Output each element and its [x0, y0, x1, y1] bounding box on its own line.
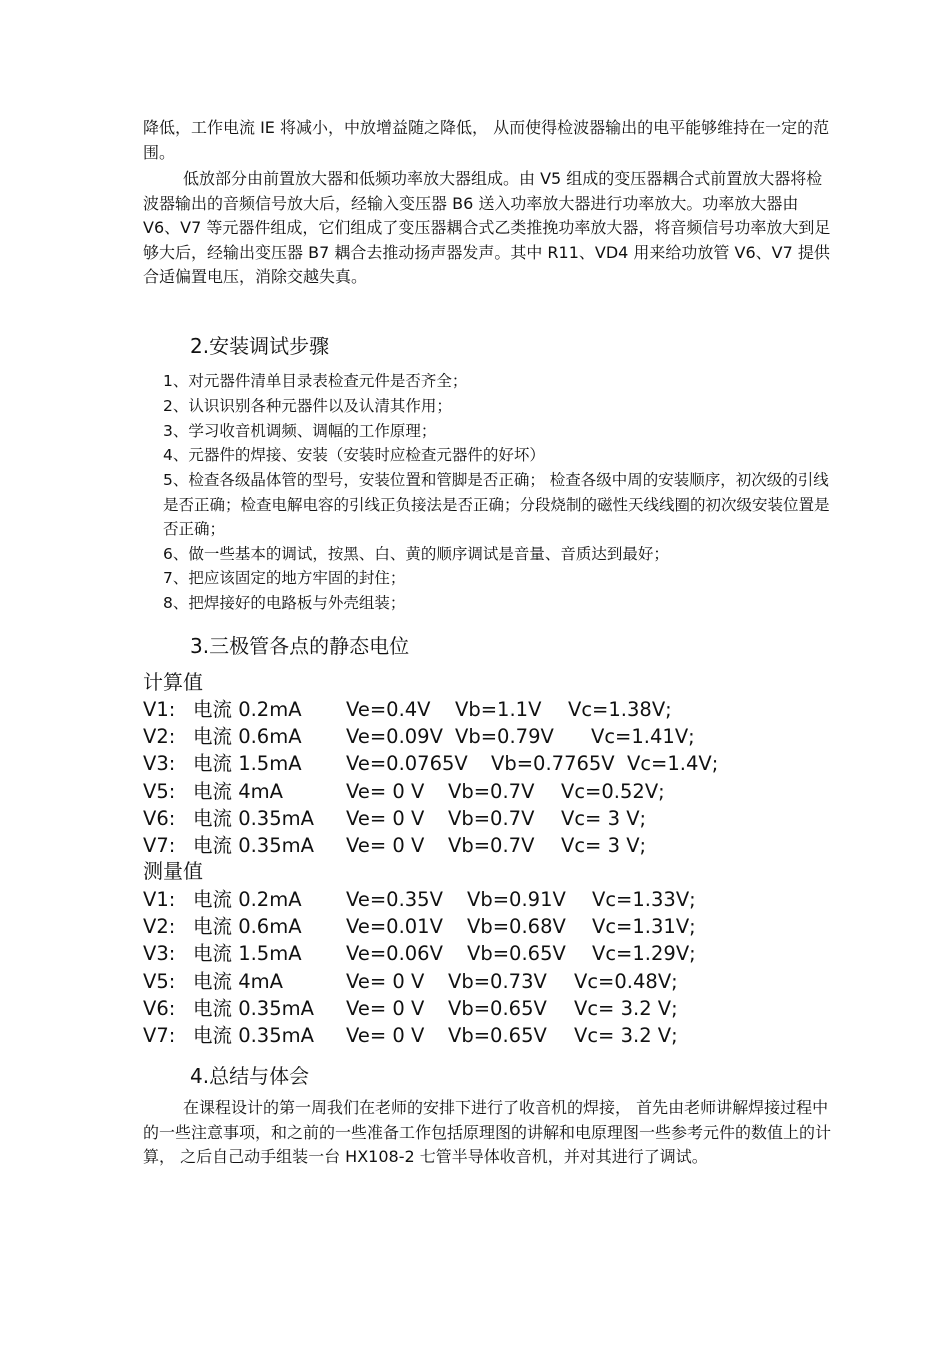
- vb-value: Vb=1.1V: [455, 698, 542, 721]
- ve-value: Ve= 0 V: [346, 806, 425, 830]
- vc-value: Vc= 3 V;: [561, 806, 647, 830]
- transistor-id: V3:: [143, 752, 176, 776]
- vc-value: Vc= 3.2 V;: [574, 1023, 678, 1047]
- intro-paragraph-2-text: 低放部分由前置放大器和低频功率放大器组成。由 V5 组成的变压器耦合式前置放大器将检波器输出的音频信号放大后，经输入变压器 B6 送入功率放大器进行功率放大。功率放大器由 V6、V7 等元器件组成，它们组成了变压器耦合式乙类推挽功率放大器，将音频信号功率放大到足够大后，经输出变压器 B7 耦合去推动扬声器发声。其中 R11、VD4 用来给功放管 V6、V7 提供合适偏置电压，消除交越失真。: [143, 169, 831, 287]
- vb-value: Vb=0.73V: [448, 969, 547, 993]
- step-item: 6、做一些基本的调试，按黑、白、黄的顺序调试是音量、音质达到最好；: [163, 544, 669, 563]
- current-value: 电流 0.2mA: [193, 698, 302, 721]
- vc-value: Vc=1.31V;: [592, 915, 696, 939]
- ve-value: Ve= 0 V: [346, 996, 425, 1020]
- current-value: 电流 1.5mA: [193, 752, 302, 776]
- ve-value: Ve=0.35V: [346, 888, 443, 911]
- transistor-id: V1:: [143, 888, 176, 911]
- step-item: 5、检查各级晶体管的型号，安装位置和管脚是否正确； 检查各级中周的安装顺序，初次级的引线是否正确；检查电解电容的引线正负接法是否正确；分段烧制的磁性天线线圈的初次级安装位置是否正确；: [163, 471, 830, 539]
- vb-value: Vb=0.65V: [448, 1023, 547, 1047]
- ve-value: Ve=0.09V: [346, 725, 443, 749]
- section-3-title: 3.三极管各点的静态电位: [190, 634, 410, 658]
- vb-value: Vb=0.68V: [467, 915, 566, 939]
- transistor-id: V1:: [143, 698, 176, 721]
- current-value: 电流 1.5mA: [193, 942, 302, 966]
- current-value: 电流 0.6mA: [193, 725, 302, 749]
- vb-value: Vb=0.7765V: [491, 752, 615, 776]
- measured-label: 测量值: [143, 859, 203, 883]
- vc-value: Vc=0.48V;: [574, 969, 678, 993]
- ve-value: Ve=0.0765V: [346, 752, 468, 776]
- current-value: 电流 0.35mA: [193, 806, 314, 830]
- current-value: 电流 0.2mA: [193, 888, 302, 911]
- intro-paragraph-1: 降低，工作电流 IE 将减小，中放增益随之降低， 从而使得检波器输出的电平能够维持在一定的范围。: [143, 118, 830, 162]
- section-4-title: 4.总结与体会: [190, 1064, 310, 1088]
- ve-value: Ve=0.06V: [346, 942, 443, 966]
- ve-value: Ve= 0 V: [346, 1023, 425, 1047]
- vb-value: Vb=0.91V: [467, 888, 566, 911]
- vb-value: Vb=0.79V: [455, 725, 554, 749]
- vc-value: Vc=1.29V;: [592, 942, 696, 966]
- vb-value: Vb=0.7V: [448, 806, 535, 830]
- vc-value: Vc=1.33V;: [592, 888, 696, 911]
- transistor-id: V2:: [143, 725, 176, 749]
- current-value: 电流 0.35mA: [193, 1023, 314, 1047]
- vc-value: Vc=1.41V;: [591, 725, 695, 749]
- ve-value: Ve= 0 V: [346, 779, 425, 803]
- calculated-label: 计算值: [143, 670, 203, 694]
- vc-value: Vc= 3.2 V;: [574, 996, 678, 1020]
- transistor-id: V7:: [143, 1023, 176, 1047]
- transistor-id: V7:: [143, 833, 176, 857]
- current-value: 电流 0.35mA: [193, 996, 314, 1020]
- transistor-id: V3:: [143, 942, 176, 966]
- ve-value: Ve= 0 V: [346, 969, 425, 993]
- transistor-id: V5:: [143, 969, 176, 993]
- current-value: 电流 0.35mA: [193, 833, 314, 857]
- step-item: 3、学习收音机调频、调幅的工作原理；: [163, 421, 437, 440]
- ve-value: Ve=0.01V: [346, 915, 443, 939]
- vc-value: Vc= 3 V;: [561, 833, 647, 857]
- transistor-id: V2:: [143, 915, 176, 939]
- current-value: 电流 4mA: [193, 969, 283, 993]
- current-value: 电流 0.6mA: [193, 915, 302, 939]
- vb-value: Vb=0.65V: [448, 996, 547, 1020]
- step-item: 1、对元器件清单目录表检查元件是否齐全；: [163, 372, 468, 390]
- transistor-id: V6:: [143, 996, 176, 1020]
- vc-value: Vc=1.4V;: [627, 752, 719, 776]
- step-item: 2、认识识别各种元器件以及认清其作用；: [163, 396, 452, 415]
- transistor-id: V6:: [143, 806, 176, 830]
- section-2-title: 2.安装调试步骤: [190, 334, 330, 358]
- current-value: 电流 4mA: [193, 779, 283, 803]
- vb-value: Vb=0.7V: [448, 833, 535, 857]
- ve-value: Ve=0.4V: [346, 698, 431, 721]
- vc-value: Vc=0.52V;: [561, 779, 665, 803]
- step-item: 8、把焊接好的电路板与外壳组装；: [163, 594, 406, 613]
- vb-value: Vb=0.65V: [467, 942, 566, 966]
- transistor-id: V5:: [143, 779, 176, 803]
- intro-paragraph-2: [143, 167, 833, 290]
- ve-value: Ve= 0 V: [346, 833, 425, 857]
- step-item: 7、把应该固定的地方牢固的封住；: [163, 569, 406, 588]
- vb-value: Vb=0.7V: [448, 779, 535, 803]
- step-item: 4、元器件的焊接、安装（安装时应检查元器件的好坏）: [163, 446, 545, 465]
- vc-value: Vc=1.38V;: [568, 698, 672, 721]
- summary-paragraph: [143, 1096, 833, 1170]
- install-steps-list: [143, 369, 833, 616]
- summary-paragraph-text: 在课程设计的第一周我们在老师的安排下进行了收音机的焊接， 首先由老师讲解焊接过程中的一些注意事项，和之前的一些准备工作包括原理图的讲解和电原理图一些参考元件的数值上的计算， 之后自己动手组装一台 HX108-2 七管半导体收音机，并对其进行了调试。: [143, 1098, 832, 1167]
